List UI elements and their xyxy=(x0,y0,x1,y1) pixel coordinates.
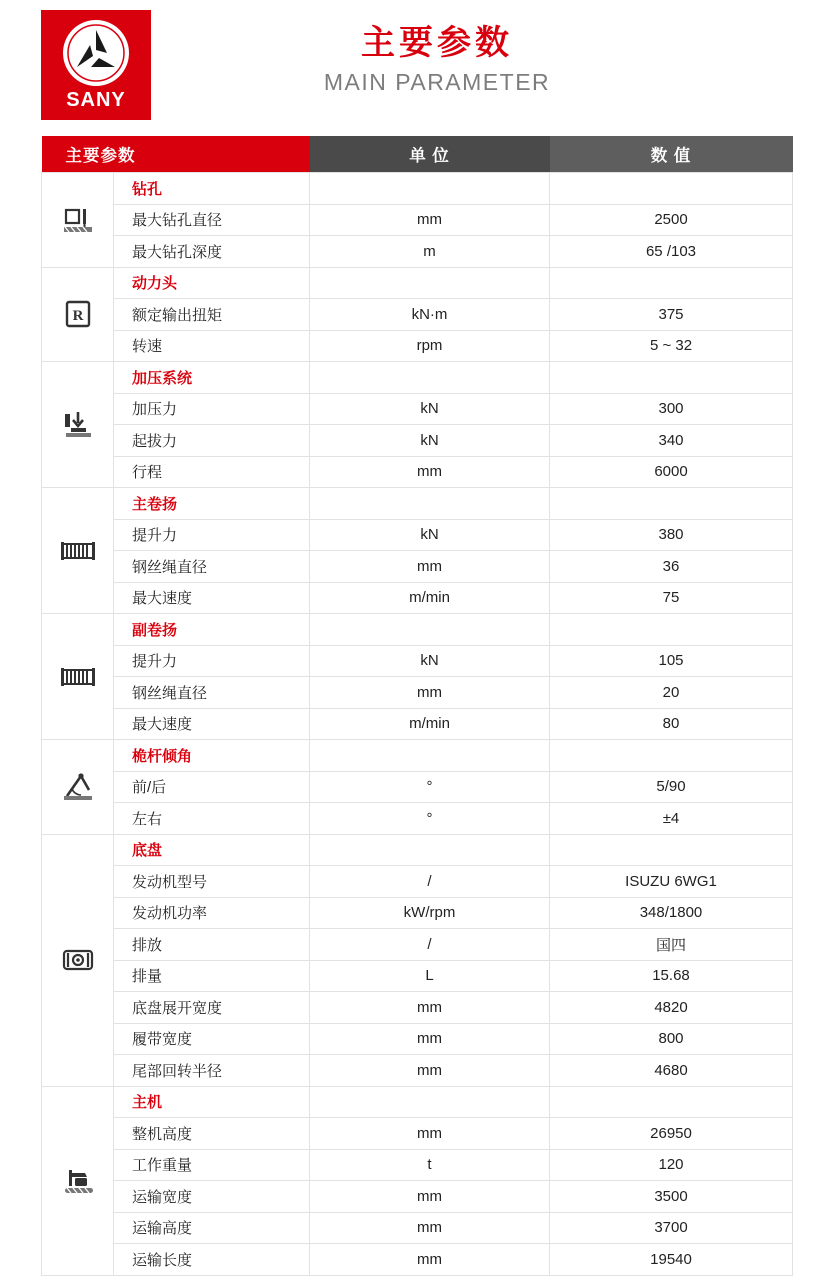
pressure-system-icon xyxy=(42,362,114,488)
param-unit: kN xyxy=(310,393,550,425)
param-name: 工作重量 xyxy=(114,1149,310,1181)
param-name: 提升力 xyxy=(114,645,310,677)
param-name: 运输高度 xyxy=(114,1212,310,1244)
table-group-row xyxy=(42,173,793,205)
param-value: ±4 xyxy=(550,803,793,835)
table-row xyxy=(42,1212,793,1244)
table-row xyxy=(42,960,793,992)
aux-winch-icon xyxy=(42,614,114,740)
group-unit-empty xyxy=(310,267,550,299)
param-unit: mm xyxy=(310,1118,550,1150)
param-unit: L xyxy=(310,960,550,992)
group-value-empty xyxy=(550,834,793,866)
param-unit: mm xyxy=(310,992,550,1024)
param-value: 340 xyxy=(550,425,793,457)
param-unit: kN xyxy=(310,519,550,551)
param-unit: rpm xyxy=(310,330,550,362)
table-group-row xyxy=(42,834,793,866)
param-value: 2500 xyxy=(550,204,793,236)
param-name: 转速 xyxy=(114,330,310,362)
svg-text:R: R xyxy=(72,308,83,325)
param-name: 钢丝绳直径 xyxy=(114,677,310,709)
param-name: 运输长度 xyxy=(114,1244,310,1276)
group-value-empty xyxy=(550,614,793,646)
param-unit: ° xyxy=(310,803,550,835)
table-row xyxy=(42,393,793,425)
table-row xyxy=(42,425,793,457)
table-row xyxy=(42,1118,793,1150)
column-header-unit: 单 位 xyxy=(310,136,550,173)
param-value: 19540 xyxy=(550,1244,793,1276)
group-value-empty xyxy=(550,362,793,394)
param-name: 最大速度 xyxy=(114,708,310,740)
param-value: 75 xyxy=(550,582,793,614)
group-label: 主卷扬 xyxy=(114,488,310,520)
param-value: 15.68 xyxy=(550,960,793,992)
table-row xyxy=(42,1181,793,1213)
group-value-empty xyxy=(550,267,793,299)
group-unit-empty xyxy=(310,834,550,866)
param-unit: kN xyxy=(310,425,550,457)
param-name: 整机高度 xyxy=(114,1118,310,1150)
page-header xyxy=(0,0,833,130)
param-unit: kN xyxy=(310,645,550,677)
param-name: 加压力 xyxy=(114,393,310,425)
param-value: 国四 xyxy=(550,929,793,961)
param-value: 36 xyxy=(550,551,793,583)
group-label: 钻孔 xyxy=(114,173,310,205)
table-header-row xyxy=(42,136,793,173)
group-unit-empty xyxy=(310,740,550,772)
param-unit: m xyxy=(310,236,550,268)
table-row xyxy=(42,1023,793,1055)
group-value-empty xyxy=(550,740,793,772)
param-value: 3700 xyxy=(550,1212,793,1244)
table-group-row xyxy=(42,614,793,646)
param-value: 4820 xyxy=(550,992,793,1024)
table-row xyxy=(42,330,793,362)
param-name: 排量 xyxy=(114,960,310,992)
table-group-row xyxy=(42,488,793,520)
param-name: 钢丝绳直径 xyxy=(114,551,310,583)
sany-emblem-icon xyxy=(63,20,129,86)
param-value: 20 xyxy=(550,677,793,709)
param-unit: / xyxy=(310,866,550,898)
param-unit: mm xyxy=(310,1244,550,1276)
group-label: 动力头 xyxy=(114,267,310,299)
machine-icon xyxy=(42,1086,114,1275)
param-name: 提升力 xyxy=(114,519,310,551)
param-unit: mm xyxy=(310,456,550,488)
table-group-row xyxy=(42,740,793,772)
table-row xyxy=(42,236,793,268)
param-name: 最大钻孔深度 xyxy=(114,236,310,268)
param-name: 左右 xyxy=(114,803,310,835)
param-value: 65 /103 xyxy=(550,236,793,268)
table-body xyxy=(42,173,793,1276)
param-unit: mm xyxy=(310,551,550,583)
param-value: 380 xyxy=(550,519,793,551)
param-value: 120 xyxy=(550,1149,793,1181)
param-name: 行程 xyxy=(114,456,310,488)
table-row xyxy=(42,582,793,614)
param-unit: mm xyxy=(310,677,550,709)
table-row xyxy=(42,456,793,488)
table-row xyxy=(42,1055,793,1087)
param-value: 800 xyxy=(550,1023,793,1055)
table-group-row xyxy=(42,1086,793,1118)
group-label: 主机 xyxy=(114,1086,310,1118)
table-row xyxy=(42,897,793,929)
sany-logo xyxy=(41,10,151,120)
param-name: 发动机功率 xyxy=(114,897,310,929)
param-name: 履带宽度 xyxy=(114,1023,310,1055)
param-unit: kW/rpm xyxy=(310,897,550,929)
group-unit-empty xyxy=(310,1086,550,1118)
group-value-empty xyxy=(550,488,793,520)
param-value: 3500 xyxy=(550,1181,793,1213)
param-name: 底盘展开宽度 xyxy=(114,992,310,1024)
group-label: 桅杆倾角 xyxy=(114,740,310,772)
param-name: 前/后 xyxy=(114,771,310,803)
drill-hole-icon xyxy=(42,173,114,268)
parameters-table xyxy=(41,136,793,1276)
page-title-block xyxy=(151,0,833,96)
param-unit: kN·m xyxy=(310,299,550,331)
group-label: 底盘 xyxy=(114,834,310,866)
param-name: 发动机型号 xyxy=(114,866,310,898)
param-value: 5/90 xyxy=(550,771,793,803)
param-unit: / xyxy=(310,929,550,961)
table-row xyxy=(42,866,793,898)
parameters-table-wrap xyxy=(41,136,792,1276)
table-group-row xyxy=(42,362,793,394)
param-unit: m/min xyxy=(310,582,550,614)
param-name: 额定输出扭矩 xyxy=(114,299,310,331)
group-value-empty xyxy=(550,173,793,205)
table-header xyxy=(42,136,793,173)
group-unit-empty xyxy=(310,173,550,205)
table-row xyxy=(42,771,793,803)
param-name: 尾部回转半径 xyxy=(114,1055,310,1087)
param-unit: t xyxy=(310,1149,550,1181)
param-name: 最大钻孔直径 xyxy=(114,204,310,236)
table-group-row xyxy=(42,267,793,299)
group-label: 加压系统 xyxy=(114,362,310,394)
param-unit: ° xyxy=(310,771,550,803)
table-row xyxy=(42,519,793,551)
param-name: 起拔力 xyxy=(114,425,310,457)
group-value-empty xyxy=(550,1086,793,1118)
param-name: 排放 xyxy=(114,929,310,961)
param-unit: mm xyxy=(310,204,550,236)
param-unit: mm xyxy=(310,1055,550,1087)
param-name: 运输宽度 xyxy=(114,1181,310,1213)
param-value: 348/1800 xyxy=(550,897,793,929)
param-value: 5 ~ 32 xyxy=(550,330,793,362)
page-subtitle: MAIN PARAMETER xyxy=(323,68,551,95)
table-row xyxy=(42,1244,793,1276)
param-unit: mm xyxy=(310,1212,550,1244)
page-title: 主要参数 xyxy=(361,24,513,62)
group-unit-empty xyxy=(310,614,550,646)
table-row xyxy=(42,992,793,1024)
sany-logo-text: SANY xyxy=(66,89,126,111)
group-unit-empty xyxy=(310,488,550,520)
main-winch-icon xyxy=(42,488,114,614)
table-row xyxy=(42,803,793,835)
group-label: 副卷扬 xyxy=(114,614,310,646)
table-row xyxy=(42,204,793,236)
table-row xyxy=(42,708,793,740)
param-unit: mm xyxy=(310,1181,550,1213)
param-value: 80 xyxy=(550,708,793,740)
column-header-value: 数 值 xyxy=(550,136,793,173)
param-value: 26950 xyxy=(550,1118,793,1150)
param-value: 300 xyxy=(550,393,793,425)
table-row xyxy=(42,929,793,961)
table-row xyxy=(42,677,793,709)
table-row xyxy=(42,645,793,677)
chassis-icon xyxy=(42,834,114,1086)
table-row xyxy=(42,551,793,583)
param-value: 6000 xyxy=(550,456,793,488)
param-value: 4680 xyxy=(550,1055,793,1087)
column-header-name: 主要参数 xyxy=(42,136,310,173)
param-value: 375 xyxy=(550,299,793,331)
param-name: 最大速度 xyxy=(114,582,310,614)
mast-angle-icon xyxy=(42,740,114,835)
param-unit: m/min xyxy=(310,708,550,740)
param-unit: mm xyxy=(310,1023,550,1055)
param-value: ISUZU 6WG1 xyxy=(550,866,793,898)
group-unit-empty xyxy=(310,362,550,394)
power-head-icon xyxy=(42,267,114,362)
table-row xyxy=(42,1149,793,1181)
table-row xyxy=(42,299,793,331)
param-value: 105 xyxy=(550,645,793,677)
